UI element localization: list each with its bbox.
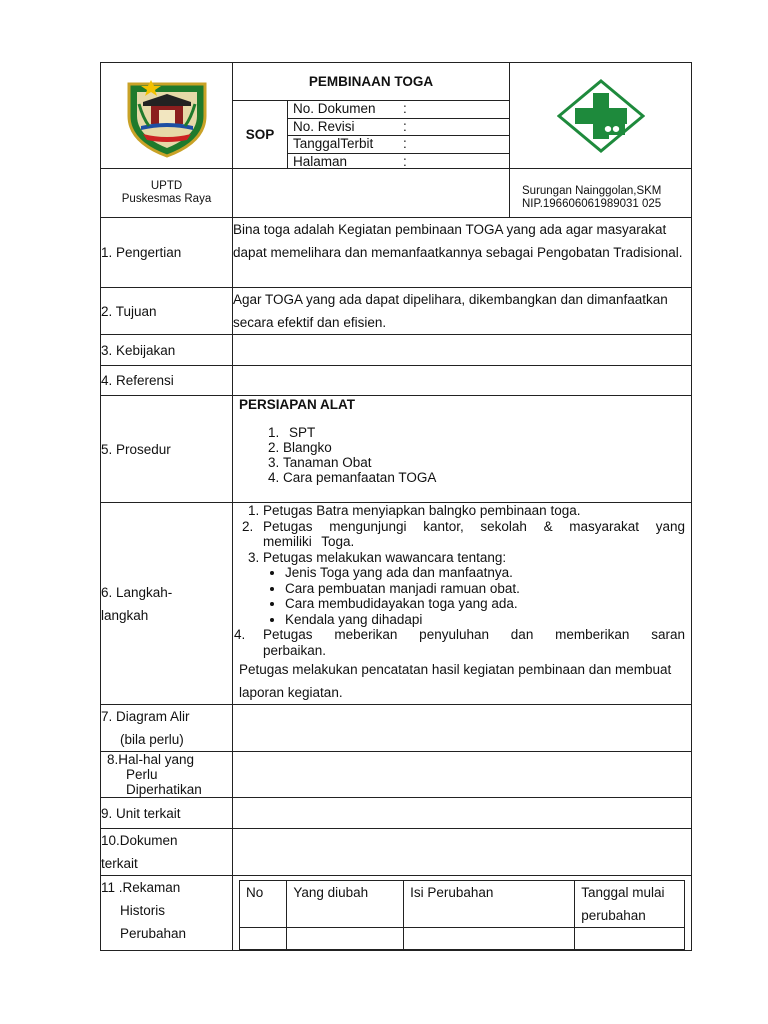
history-table <box>239 880 685 950</box>
prosedur-content <box>233 396 692 503</box>
signer-cell <box>510 169 692 218</box>
step-text: Petugas melakukan wawancara tentang: <box>263 549 507 565</box>
list-item: 1. SPT <box>283 425 685 440</box>
unit-terkait-content <box>233 798 692 829</box>
sop-label: SOP <box>233 101 288 168</box>
list-item: 2. Blangko <box>283 440 685 455</box>
puskesmas-cross-icon <box>557 79 645 153</box>
meta-label: No. Dokumen <box>293 101 376 116</box>
diagram-content <box>233 705 692 752</box>
meta-label: Halaman <box>293 153 348 169</box>
unit-name: Puskesmas Raya <box>121 193 212 205</box>
hal-label <box>101 752 233 798</box>
wawancara-list <box>263 565 685 627</box>
hal-label-line: Diperhatikan <box>126 782 202 797</box>
column-header: No <box>240 881 287 928</box>
table-cell <box>404 928 575 950</box>
empty-cell <box>233 169 510 218</box>
meta-sep: : <box>403 153 407 169</box>
alat-list <box>239 425 685 485</box>
langkah-label-line: 6. Langkah- <box>101 584 173 600</box>
hal-label-line: 8.Hal-hal yang <box>107 752 195 767</box>
diagram-label <box>101 705 233 752</box>
langkah-label-line: langkah <box>101 607 149 623</box>
referensi-label: 4. Referensi <box>101 366 233 396</box>
dokumen-label <box>101 829 233 876</box>
document-meta <box>288 101 509 168</box>
meta-sep: : <box>403 136 407 151</box>
tujuan-text: Agar TOGA yang ada dapat dipelihara, dikembangkan dan dimanfaatkan secara efektif dan efisien. <box>233 288 692 335</box>
prosedur-heading: PERSIAPAN ALAT <box>239 397 356 412</box>
dokumen-label-line: 10.Dokumen <box>101 833 178 848</box>
langkah-steps <box>239 503 685 658</box>
list-item <box>263 550 685 628</box>
langkah-closing: Petugas melakukan pencatatan hasil kegiatan pembinaan dan membuat laporan kegiatan. <box>239 662 672 700</box>
list-item: 3. Tanaman Obat <box>283 455 685 470</box>
referensi-content <box>233 366 692 396</box>
bullet-item: • Jenis Toga yang ada dan manfaatnya. <box>285 565 685 581</box>
meta-label: TanggalTerbit <box>293 136 374 151</box>
logo-cell <box>101 63 233 169</box>
table-cell <box>287 928 404 950</box>
meta-sep: : <box>403 101 407 116</box>
regional-emblem-icon <box>121 74 213 158</box>
table-cell <box>575 928 685 950</box>
column-header: Tanggal mulai perubahan <box>575 881 685 928</box>
hal-label-line: Perlu <box>126 767 158 782</box>
langkah-label <box>101 503 233 705</box>
signer-name: Surungan Nainggolan,SKM <box>522 185 662 197</box>
kebijakan-label: 3. Kebijakan <box>101 335 233 366</box>
bullet-item: • Kendala yang dihadapi <box>285 612 685 628</box>
meta-label: No. Revisi <box>293 118 355 134</box>
pengertian-text: Bina toga adalah Kegiatan pembinaan TOGA yang ada agar masyarakat dapat memelihara dan memanfaatkannya sebagai Pengobatan Tradisional. <box>233 218 692 288</box>
rekaman-label-line: Historis <box>120 903 166 918</box>
column-header: Isi Perubahan <box>404 881 575 928</box>
tujuan-label: 2. Tujuan <box>101 288 233 335</box>
rekaman-content <box>233 876 692 951</box>
prosedur-label: 5. Prosedur <box>101 396 233 503</box>
document-title: PEMBINAAN TOGA <box>233 63 509 101</box>
rekaman-label <box>101 876 233 951</box>
puskesmas-logo-cell <box>510 63 692 169</box>
hal-content <box>233 752 692 798</box>
list-item: 2. Petugas mengunjungi kantor, sekolah & masyarakat yang memiliki Toga. <box>263 519 685 550</box>
list-item: 4. Petugas meberikan penyuluhan dan memberikan saran perbaikan. <box>263 627 685 658</box>
dokumen-content <box>233 829 692 876</box>
kebijakan-content <box>233 335 692 366</box>
sop-table <box>100 62 692 951</box>
pengertian-label: 1. Pengertian <box>101 218 233 288</box>
bullet-item: • Cara pembuatan manjadi ramuan obat. <box>285 581 685 597</box>
bullet-item: • Cara membudidayakan toga yang ada. <box>285 596 685 612</box>
langkah-content <box>233 503 692 705</box>
rekaman-label-line: Perubahan <box>120 926 187 941</box>
rekaman-label-line: 11 .Rekaman <box>101 880 181 895</box>
table-cell <box>240 928 287 950</box>
unit-cell <box>101 169 233 218</box>
title-block <box>233 63 510 169</box>
meta-sep: : <box>403 118 407 134</box>
signer-nip: NIP.196606061989031 025 <box>522 198 662 210</box>
list-item: 4. Cara pemanfaatan TOGA <box>283 470 685 485</box>
list-item: 1. Petugas Batra menyiapkan balngko pembinaan toga. <box>263 503 685 519</box>
dokumen-label-line: terkait <box>101 856 138 871</box>
sop-document <box>100 62 691 951</box>
unit-line: UPTD <box>150 180 183 192</box>
diagram-label-line: (bila perlu) <box>120 732 184 747</box>
column-header: Yang diubah <box>287 881 404 928</box>
unit-terkait-label: 9. Unit terkait <box>101 798 233 829</box>
diagram-label-line: 7. Diagram Alir <box>101 709 190 724</box>
